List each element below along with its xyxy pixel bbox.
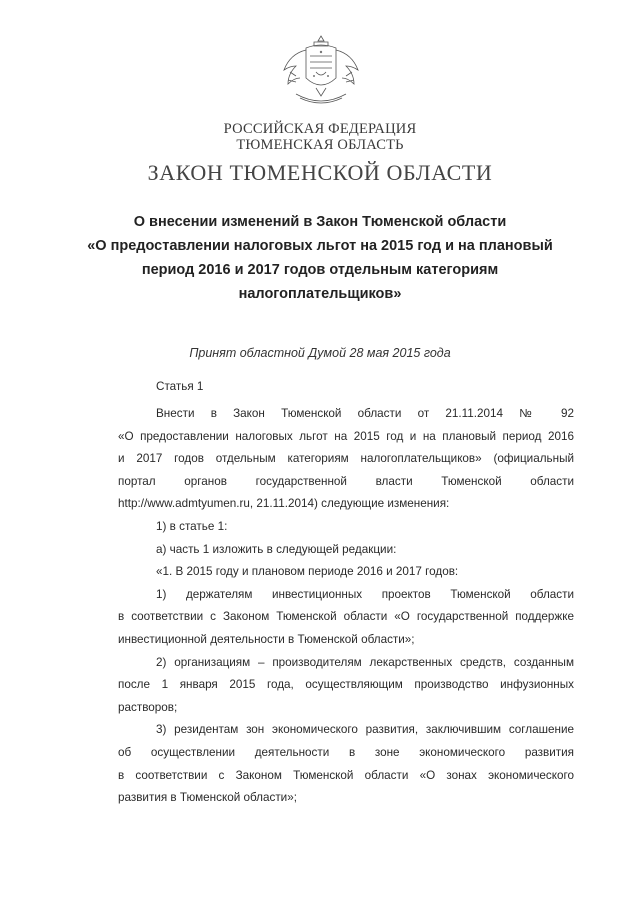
- body-line: портал органов государственной власти Тюменской области: [118, 474, 574, 488]
- article-heading: Статья 1: [156, 380, 204, 393]
- document-body: [118, 403, 574, 810]
- body-line: «1. В 2015 году и плановом периоде 2016 и 2017 годов:: [156, 565, 459, 579]
- title-line: налогоплательщиков»: [238, 286, 402, 302]
- org-name-region: ТЮМЕНСКАЯ ОБЛАСТЬ: [236, 137, 404, 153]
- coat-of-arms-emblem: [276, 32, 366, 110]
- body-line: 1) держателям инвестиционных проектов Тюменской области: [156, 587, 574, 601]
- body-line: а) часть 1 изложить в следующей редакции:: [156, 542, 397, 556]
- body-line: инвестиционной деятельности в Тюменской области»;: [118, 632, 415, 646]
- title-line: «О предоставлении налоговых льгот на 2015 год и на плановый: [87, 238, 553, 254]
- body-line: об осуществлении деятельности в зоне экономического развития: [118, 745, 574, 759]
- body-line: и 2017 годов отдельным категориям налогоплательщиков» (официальный: [118, 452, 574, 466]
- body-line: 3) резидентам зон экономического развития, заключившим соглашение: [156, 723, 574, 737]
- body-line: после 1 января 2015 года, осуществляющим производство инфузионных: [118, 678, 574, 692]
- body-line: развития в Тюменской области»;: [118, 791, 297, 805]
- law-heading: ЗАКОН ТЮМЕНСКОЙ ОБЛАСТИ: [147, 160, 493, 185]
- body-line: в соответствии с Законом Тюменской области «О зонах экономического: [118, 768, 574, 782]
- document-title: [0, 210, 640, 306]
- body-line: растворов;: [118, 700, 178, 714]
- body-line: Внести в Закон Тюменской области от 21.11.2014 № 92: [156, 407, 574, 420]
- body-line: http://www.admtyumen.ru, 21.11.2014) следующие изменения:: [118, 497, 450, 511]
- adoption-note: Принят областной Думой 28 мая 2015 года: [189, 346, 451, 360]
- body-line: 2) организациям – производителям лекарственных средств, созданным: [156, 655, 574, 669]
- title-line: О внесении изменений в Закон Тюменской области: [133, 214, 507, 230]
- body-line: в соответствии с Законом Тюменской области «О государственной поддержке: [118, 610, 574, 624]
- body-line: 1) в статье 1:: [156, 519, 228, 533]
- body-line: «О предоставлении налоговых льгот на 2015 год и на плановый период 2016: [118, 429, 574, 443]
- org-name-federation: РОССИЙСКАЯ ФЕДЕРАЦИЯ: [223, 121, 417, 137]
- title-line: период 2016 и 2017 годов отдельным категориям: [141, 262, 499, 278]
